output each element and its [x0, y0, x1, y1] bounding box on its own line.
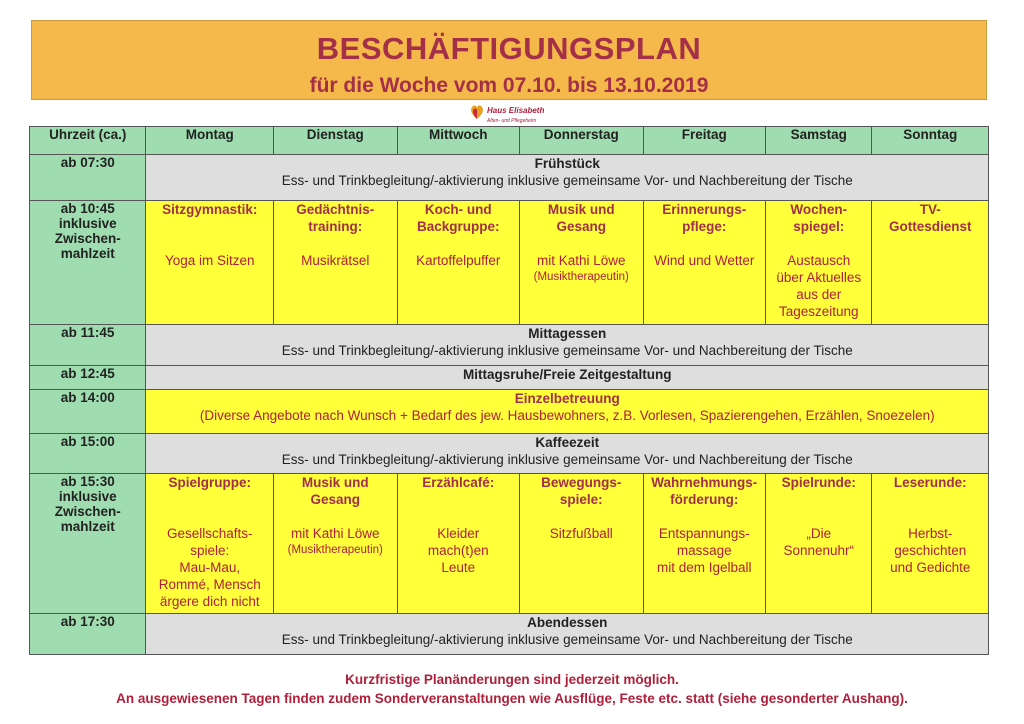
header-wednesday: Mittwoch [397, 127, 520, 155]
meal-description: Ess- und Trinkbegleitung/-aktivierung inklusive gemeinsame Vor- und Nachbereitung der Tische [281, 343, 853, 358]
time-cell: ab 17:30 [30, 614, 146, 655]
header-thursday: Donnerstag [520, 127, 644, 155]
activity-friday: Wahrnehmungs- förderung: Entspannungs- massage mit dem Igelball [643, 474, 766, 614]
footer-note-1: Kurzfristige Planänderungen sind jederzeit möglich. [345, 672, 679, 687]
title-banner [31, 20, 987, 100]
time-cell: ab 14:00 [30, 390, 146, 434]
activity-wednesday: Koch- und Backgruppe: Kartoffelpuffer [397, 201, 520, 325]
activity-tuesday: Musik und Gesang mit Kathi Löwe (Musiktherapeutin) [274, 474, 398, 614]
activity-monday: Sitzgymnastik: Yoga im Sitzen [146, 201, 274, 325]
activity-thursday: Bewegungs- spiele: Sitzfußball [520, 474, 644, 614]
activity-sunday: TV- Gottesdienst [872, 201, 989, 325]
meal-description: Ess- und Trinkbegleitung/-aktivierung inklusive gemeinsame Vor- und Nachbereitung der Tische [281, 452, 853, 467]
time-cell: ab 15:30 inklusive Zwischen- mahlzeit [30, 474, 146, 614]
time-cell: ab 11:45 [30, 325, 146, 366]
row-1400 [30, 390, 989, 434]
heart-logo-icon [470, 104, 484, 120]
schedule-table [29, 126, 989, 655]
breakfast-cell [146, 155, 989, 201]
activity-saturday: Wochen- spiegel: Austausch über Aktuelles aus der Tageszeitung [766, 201, 872, 325]
row-1500 [30, 434, 989, 474]
lunch-cell [146, 325, 989, 366]
dinner-title: Abendessen [527, 615, 608, 630]
activity-sunday: Leserunde: Herbst- geschichten und Gedichte [872, 474, 989, 614]
header-friday: Freitag [643, 127, 766, 155]
individual-care-text: (Diverse Angebote nach Wunsch + Bedarf des jew. Hausbewohners, z.B. Vorlesen, Spazierengehen, Erzählen, Snoezelen) [199, 408, 935, 423]
time-cell: ab 07:30 [30, 155, 146, 201]
time-cell: ab 12:45 [30, 366, 146, 390]
header-time: Uhrzeit (ca.) [30, 127, 146, 155]
activity-thursday: Musik und Gesang mit Kathi Löwe (Musiktherapeutin) [520, 201, 644, 325]
activity-monday: Spielgruppe: Gesellschafts- spiele: Mau-Mau, Rommé, Mensch ärgere dich nicht [146, 474, 274, 614]
time-cell: ab 15:00 [30, 434, 146, 474]
header-tuesday: Dienstag [274, 127, 398, 155]
meal-description: Ess- und Trinkbegleitung/-aktivierung inklusive gemeinsame Vor- und Nachbereitung der Tische [281, 173, 853, 188]
header-row [30, 127, 989, 155]
time-cell: ab 10:45 inklusive Zwischen- mahlzeit [30, 201, 146, 325]
footer-note-2: An ausgewiesenen Tagen finden zudem Sonderveranstaltungen wie Ausflüge, Feste etc. statt (siehe gesonderter Aushang). [116, 691, 908, 706]
activity-saturday: Spielrunde: „Die Sonnenuhr“ [766, 474, 872, 614]
header-sunday: Sonntag [872, 127, 989, 155]
row-1145 [30, 325, 989, 366]
coffee-title: Kaffeezeit [535, 435, 600, 450]
page-title: BESCHÄFTIGUNGSPLAN [316, 31, 702, 66]
header-monday: Montag [146, 127, 274, 155]
activity-wednesday: Erzählcafé: Kleider mach(t)en Leute [397, 474, 520, 614]
row-1730 [30, 614, 989, 655]
row-1045 [30, 201, 989, 325]
rest-title: Mittagsruhe/Freie Zeitgestaltung [462, 367, 672, 382]
logo-name: Haus Elisabeth [487, 106, 545, 115]
row-1530 [30, 474, 989, 614]
logo [470, 103, 545, 124]
row-0730 [30, 155, 989, 201]
activity-friday: Erinnerungs- pflege: Wind und Wetter [643, 201, 766, 325]
page-subtitle: für die Woche vom 07.10. bis 13.10.2019 [309, 74, 709, 97]
row-1245 [30, 366, 989, 390]
header-saturday: Samstag [766, 127, 872, 155]
logo-subtitle: Alten- und Pflegeheim [487, 118, 537, 124]
activity-tuesday: Gedächtnis- training: Musikrätsel [274, 201, 398, 325]
individual-care-title: Einzelbetreuung [514, 391, 620, 406]
individual-care-cell [146, 390, 989, 434]
breakfast-title: Frühstück [534, 156, 600, 171]
dinner-cell [146, 614, 989, 655]
lunch-title: Mittagessen [528, 326, 607, 341]
meal-description: Ess- und Trinkbegleitung/-aktivierung inklusive gemeinsame Vor- und Nachbereitung der Tische [281, 632, 853, 647]
coffee-cell [146, 434, 989, 474]
rest-cell [146, 366, 989, 390]
